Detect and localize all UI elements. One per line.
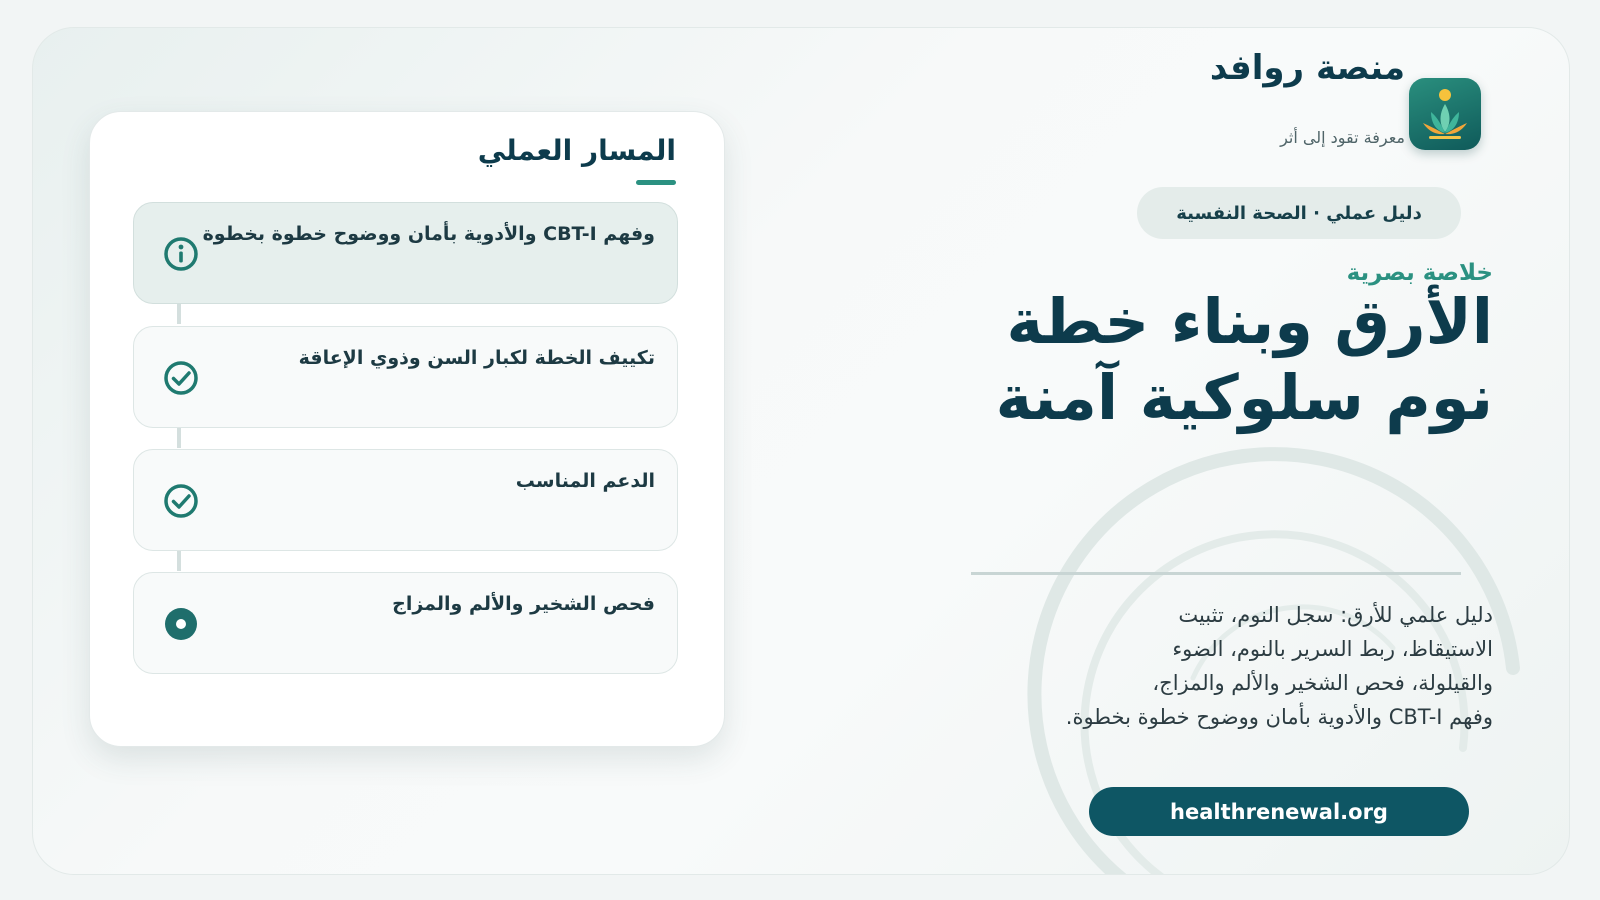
info-icon [162, 235, 200, 273]
step-connector [177, 304, 181, 324]
description-line-1: دليل علمي للأرق: سجل النوم، تثبيت [1178, 603, 1493, 627]
title-underline [636, 180, 676, 185]
kicker-label: خلاصة بصرية [1346, 260, 1493, 286]
path-step-4[interactable] [133, 572, 678, 674]
description [1023, 598, 1493, 734]
step-label: فحص الشخير والألم والمزاج [392, 593, 655, 615]
path-step-2[interactable] [133, 326, 678, 428]
brand-name: منصة روافد [1209, 48, 1405, 88]
category-badge: دليل عملي · الصحة النفسية [1137, 187, 1461, 239]
radio-dot-icon [162, 605, 200, 643]
headline-line-1: الأرق وبناء خطة [1006, 285, 1493, 358]
brand-tagline: معرفة تقود إلى أثر [1280, 128, 1405, 147]
section-divider [971, 572, 1461, 575]
description-line-4: وفهم CBT-I والأدوية بأمان ووضوح خطوة بخطوة. [1065, 705, 1493, 729]
step-label: تكييف الخطة لكبار السن وذوي الإعاقة [298, 347, 655, 369]
headline-line-2: نوم سلوكية آمنة [995, 361, 1493, 434]
card-title: المسار العملي [477, 134, 676, 167]
path-step-3[interactable] [133, 449, 678, 551]
description-line-2: الاستيقاظ، ربط السرير بالنوم، الضوء [1172, 637, 1493, 661]
step-label: وفهم CBT-I والأدوية بأمان ووضوح خطوة بخطوة [202, 223, 655, 245]
path-step-1[interactable] [133, 202, 678, 304]
brand-logo [1409, 78, 1481, 150]
path-card [89, 111, 725, 747]
step-label: الدعم المناسب [515, 470, 655, 492]
poster-canvas [32, 27, 1570, 875]
headline [933, 284, 1493, 436]
website-link-button[interactable]: healthrenewal.org [1089, 787, 1469, 836]
step-connector [177, 551, 181, 571]
description-line-3: والقيلولة، فحص الشخير والألم والمزاج، [1152, 671, 1493, 695]
lotus-logo-icon [1409, 78, 1481, 150]
step-connector [177, 428, 181, 448]
check-circle-icon [162, 359, 200, 397]
check-circle-icon [162, 482, 200, 520]
